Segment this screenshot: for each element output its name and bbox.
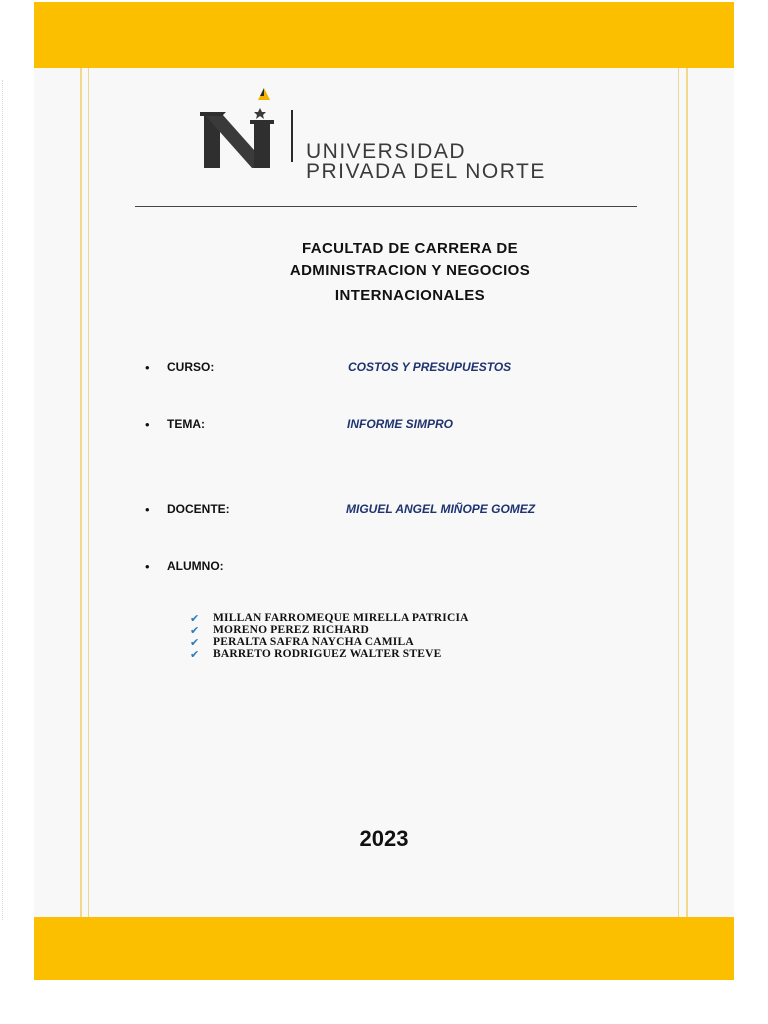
alumno-label: ALUMNO:	[167, 559, 224, 573]
bullet-icon: •	[145, 559, 150, 574]
right-border-line	[686, 68, 688, 917]
bullet-icon: •	[145, 360, 150, 375]
page-edge	[2, 80, 4, 920]
right-border-line-inner	[678, 68, 679, 917]
footer-band	[34, 917, 734, 980]
list-item	[190, 624, 469, 636]
university-logo	[200, 86, 580, 183]
check-icon: ✔	[190, 612, 200, 625]
faculty-title	[190, 238, 630, 307]
header-divider	[135, 206, 637, 207]
student-name: BARRETO RODRIGUEZ WALTER STEVE	[213, 648, 442, 660]
logo-divider	[291, 110, 293, 162]
student-name: PERALTA SAFRA NAYCHA CAMILA	[213, 636, 414, 648]
curso-label: CURSO:	[167, 360, 215, 374]
left-border-line-inner	[88, 68, 89, 917]
header-band	[34, 2, 734, 68]
docente-value: MIGUEL ANGEL MIÑOPE GOMEZ	[346, 502, 536, 516]
student-name: MORENO PEREZ RICHARD	[213, 624, 370, 636]
list-item	[190, 636, 469, 648]
tema-label: TEMA:	[167, 417, 205, 431]
list-item	[190, 612, 469, 624]
check-icon: ✔	[190, 636, 200, 649]
student-name: MILLAN FARROMEQUE MIRELLA PATRICIA	[213, 612, 469, 624]
university-name-line1: UNIVERSIDAD	[306, 140, 467, 163]
faculty-line1: FACULTAD DE CARRERA DE	[301, 240, 519, 257]
bullet-icon: •	[145, 502, 150, 517]
bullet-icon: •	[145, 417, 150, 432]
check-icon: ✔	[190, 648, 200, 661]
left-border-line	[80, 68, 82, 917]
faculty-line2: ADMINISTRACION Y NEGOCIOS	[289, 262, 531, 279]
curso-value: COSTOS Y PRESUPUESTOS	[348, 360, 512, 374]
check-icon: ✔	[190, 624, 200, 637]
tema-value: INFORME SIMPRO	[347, 417, 454, 431]
university-name-line2: PRIVADA DEL NORTE	[306, 160, 546, 183]
list-item	[190, 648, 469, 660]
student-list	[190, 612, 469, 660]
faculty-line3: INTERNACIONALES	[334, 287, 486, 304]
document-year: 2023	[359, 826, 409, 851]
logo-mark-icon	[200, 86, 290, 178]
docente-label: DOCENTE:	[167, 502, 230, 516]
